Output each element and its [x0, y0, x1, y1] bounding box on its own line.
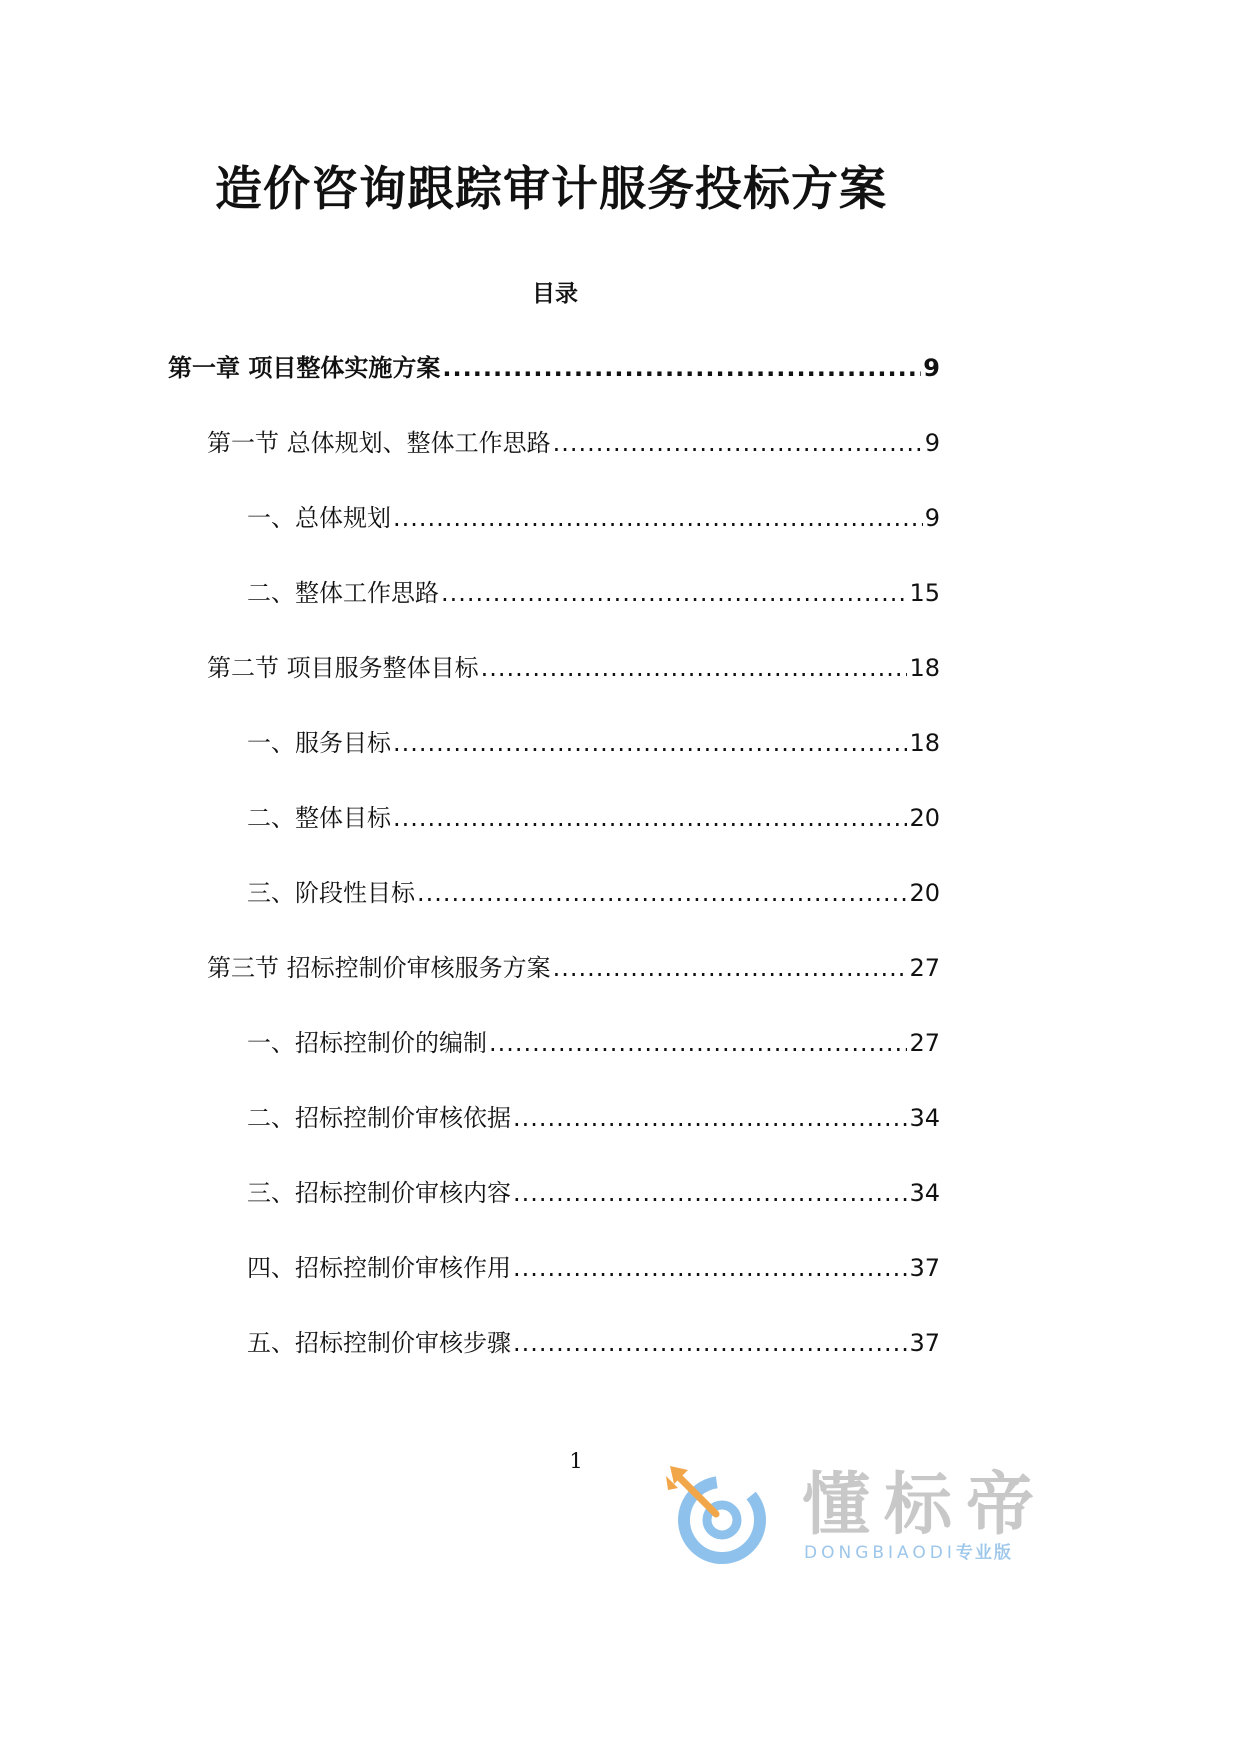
dot-leader [553, 426, 923, 460]
dot-leader [513, 1251, 907, 1285]
toc-entry-label: 五、招标控制价审核步骤 [247, 1329, 511, 1357]
toc-entry-label: 第三节 招标控制价审核服务方案 [207, 954, 551, 982]
dot-leader [393, 801, 907, 835]
toc-entry-item[interactable] [247, 576, 940, 610]
toc-entry-page: 9 [923, 354, 940, 382]
dot-leader [393, 726, 907, 760]
toc-entry-item[interactable] [247, 1326, 940, 1360]
dot-leader [441, 576, 907, 610]
dot-leader [489, 1026, 907, 1060]
watermark-brand-latin [804, 1542, 1013, 1564]
toc-entry-page: 20 [909, 879, 940, 907]
toc-entry-label: 二、招标控制价审核依据 [247, 1104, 511, 1132]
toc-entry-page: 15 [909, 579, 940, 607]
toc-entry-page: 27 [909, 954, 940, 982]
toc-entry-item[interactable] [247, 1251, 940, 1285]
toc-entry-item[interactable] [247, 726, 940, 760]
toc-entry-item[interactable] [247, 501, 940, 535]
toc-entry-item[interactable] [247, 801, 940, 835]
toc-entry-page: 34 [909, 1104, 940, 1132]
toc-entry-label: 二、整体工作思路 [247, 579, 439, 607]
toc-entry-page: 37 [909, 1254, 940, 1282]
toc-entry-label: 三、招标控制价审核内容 [247, 1179, 511, 1207]
watermark-brand-name: 懂标帝 [802, 1466, 1049, 1545]
dot-leader [442, 351, 921, 385]
toc-entry-page: 20 [909, 804, 940, 832]
toc-entry-page: 18 [909, 729, 940, 757]
dot-leader [553, 951, 908, 985]
toc-entry-label: 第一章 项目整体实施方案 [168, 354, 441, 382]
toc-entry-label: 四、招标控制价审核作用 [247, 1254, 511, 1282]
dot-leader [513, 1326, 907, 1360]
page-number: 1 [569, 1449, 583, 1473]
dot-leader [513, 1101, 907, 1135]
toc-entry-section-2[interactable] [207, 651, 940, 685]
toc-entry-label: 第二节 项目服务整体目标 [207, 654, 479, 682]
toc-entry-item[interactable] [247, 1026, 940, 1060]
document-title: 造价咨询跟踪审计服务投标方案 [215, 162, 887, 217]
toc-entry-label: 二、整体目标 [247, 804, 391, 832]
toc-entry-page: 9 [924, 504, 940, 532]
toc-entry-label: 三、阶段性目标 [247, 879, 415, 907]
dot-leader [393, 501, 923, 535]
toc-entry-page: 18 [909, 654, 940, 682]
watermark-latin-text: DONGBIAODI [804, 1543, 956, 1563]
toc-entry-page: 9 [924, 429, 940, 457]
target-arrow-icon [664, 1462, 780, 1566]
toc-entry-label: 一、总体规划 [247, 504, 391, 532]
toc-entry-page: 34 [909, 1179, 940, 1207]
toc-entry-section-1[interactable] [207, 426, 940, 460]
dot-leader [417, 876, 907, 910]
toc-heading: 目录 [532, 281, 578, 307]
toc-entry-page: 27 [909, 1029, 940, 1057]
toc-entry-label: 一、服务目标 [247, 729, 391, 757]
toc-entry-label: 第一节 总体规划、整体工作思路 [207, 429, 551, 457]
dot-leader [513, 1176, 907, 1210]
toc-entry-label: 一、招标控制价的编制 [247, 1029, 487, 1057]
toc-entry-section-3[interactable] [207, 951, 940, 985]
watermark-edition: 专业版 [955, 1543, 1013, 1563]
toc-entry-page: 37 [909, 1329, 940, 1357]
toc-entry-chapter-1[interactable] [168, 351, 940, 385]
dot-leader [481, 651, 908, 685]
watermark-logo [664, 1462, 1094, 1566]
toc-entry-item[interactable] [247, 1101, 940, 1135]
toc-entry-item[interactable] [247, 876, 940, 910]
toc-entry-item[interactable] [247, 1176, 940, 1210]
